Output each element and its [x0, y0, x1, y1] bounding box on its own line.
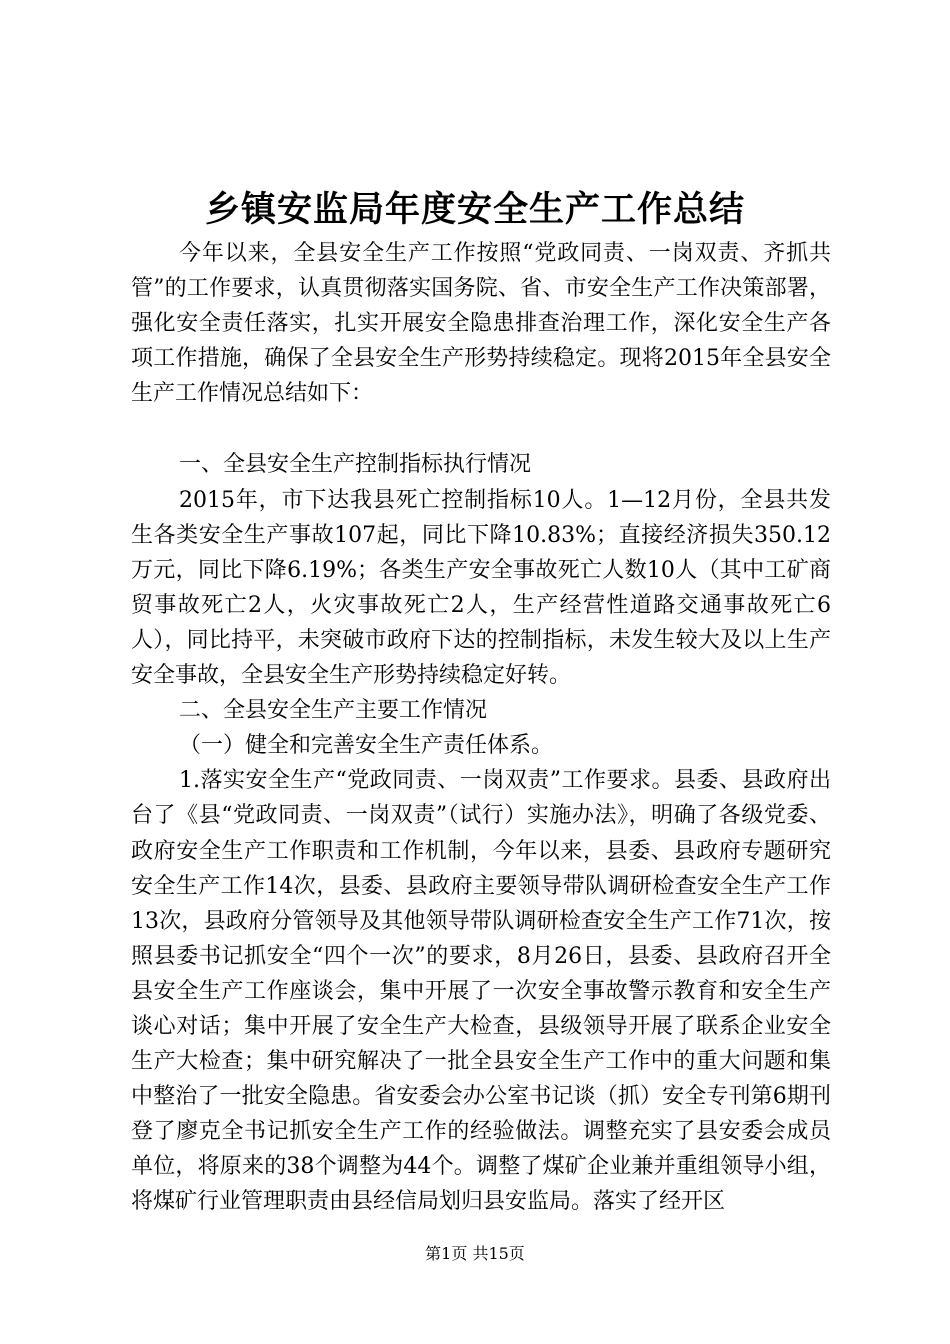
paragraph-spacer — [131, 411, 831, 447]
section1-paragraph: 2015年，市下达我县死亡控制指标10人。1—12月份，全县共发生各类安全生产事故107起，同比下降10.83%；直接经济损失350.12万元，同比下降6.19%；各类生产安全事故死亡人数10人（其中工矿商贸事故死亡2人，火灾事故死亡2人，生产经营性道路交通事故死亡6人），同比持平，未突破市政府下达的控制指标，未发生较大及以上生产安全事故，全县安全生产形势持续稳定好转。 — [131, 487, 831, 689]
item1-paragraph: 1.落实安全生产“党政同责、一岗双责”工作要求。县委、县政府出台了《县“党政同责、一岗双责”（试行）实施办法》，明确了各级党委、政府安全生产工作职责和工作机制，今年以来，县委、县政府专题研究安全生产工作14次，县委、县政府主要领导带队调研检查安全生产工作13次，县政府分管领导及其他领导带队调研检查安全生产工作71次，按照县委书记抓安全“四个一次”的要求，8月26日，县委、县政府召开全县安全生产工作座谈会，集中开展了一次安全事故警示教育和安全生产谈心对话；集中开展了安全生产大检查，县级领导开展了联系企业安全生产大检查；集中研究解决了一批全县安全生产工作中的重大问题和集中整治了一批安全隐患。省安委会办公室书记谈（抓）安全专刊第6期刊登了廖克全书记抓安全生产工作的经验做法。调整充实了县安委会成员单位，将原来的38个调整为44个。调整了煤矿企业兼并重组领导小组，将煤矿行业管理职责由县经信局划归县安监局。落实了经开区 — [131, 768, 831, 1215]
subsection1-heading: （一）健全和完善安全生产责任体系。 — [179, 733, 554, 759]
intro-paragraph: 今年以来，全县安全生产工作按照“党政同责、一岗双责、齐抓共管”的工作要求，认真贯彻落实国务院、省、市安全生产工作决策部署，强化安全责任落实，扎实开展安全隐患排查治理工作，深化安全生产各项工作措施，确保了全县安全生产形势持续稳定。现将2015年全县安全生产工作情况总结如下： — [131, 241, 831, 407]
section2-heading: 二、全县安全生产主要工作情况 — [179, 698, 488, 724]
document-body — [131, 236, 831, 1220]
section1-heading: 一、全县安全生产控制指标执行情况 — [179, 452, 532, 478]
page-footer: 第1页 共15页 — [425, 1244, 525, 1263]
document-title: 乡镇安监局年度安全生产工作总结 — [204, 189, 745, 230]
